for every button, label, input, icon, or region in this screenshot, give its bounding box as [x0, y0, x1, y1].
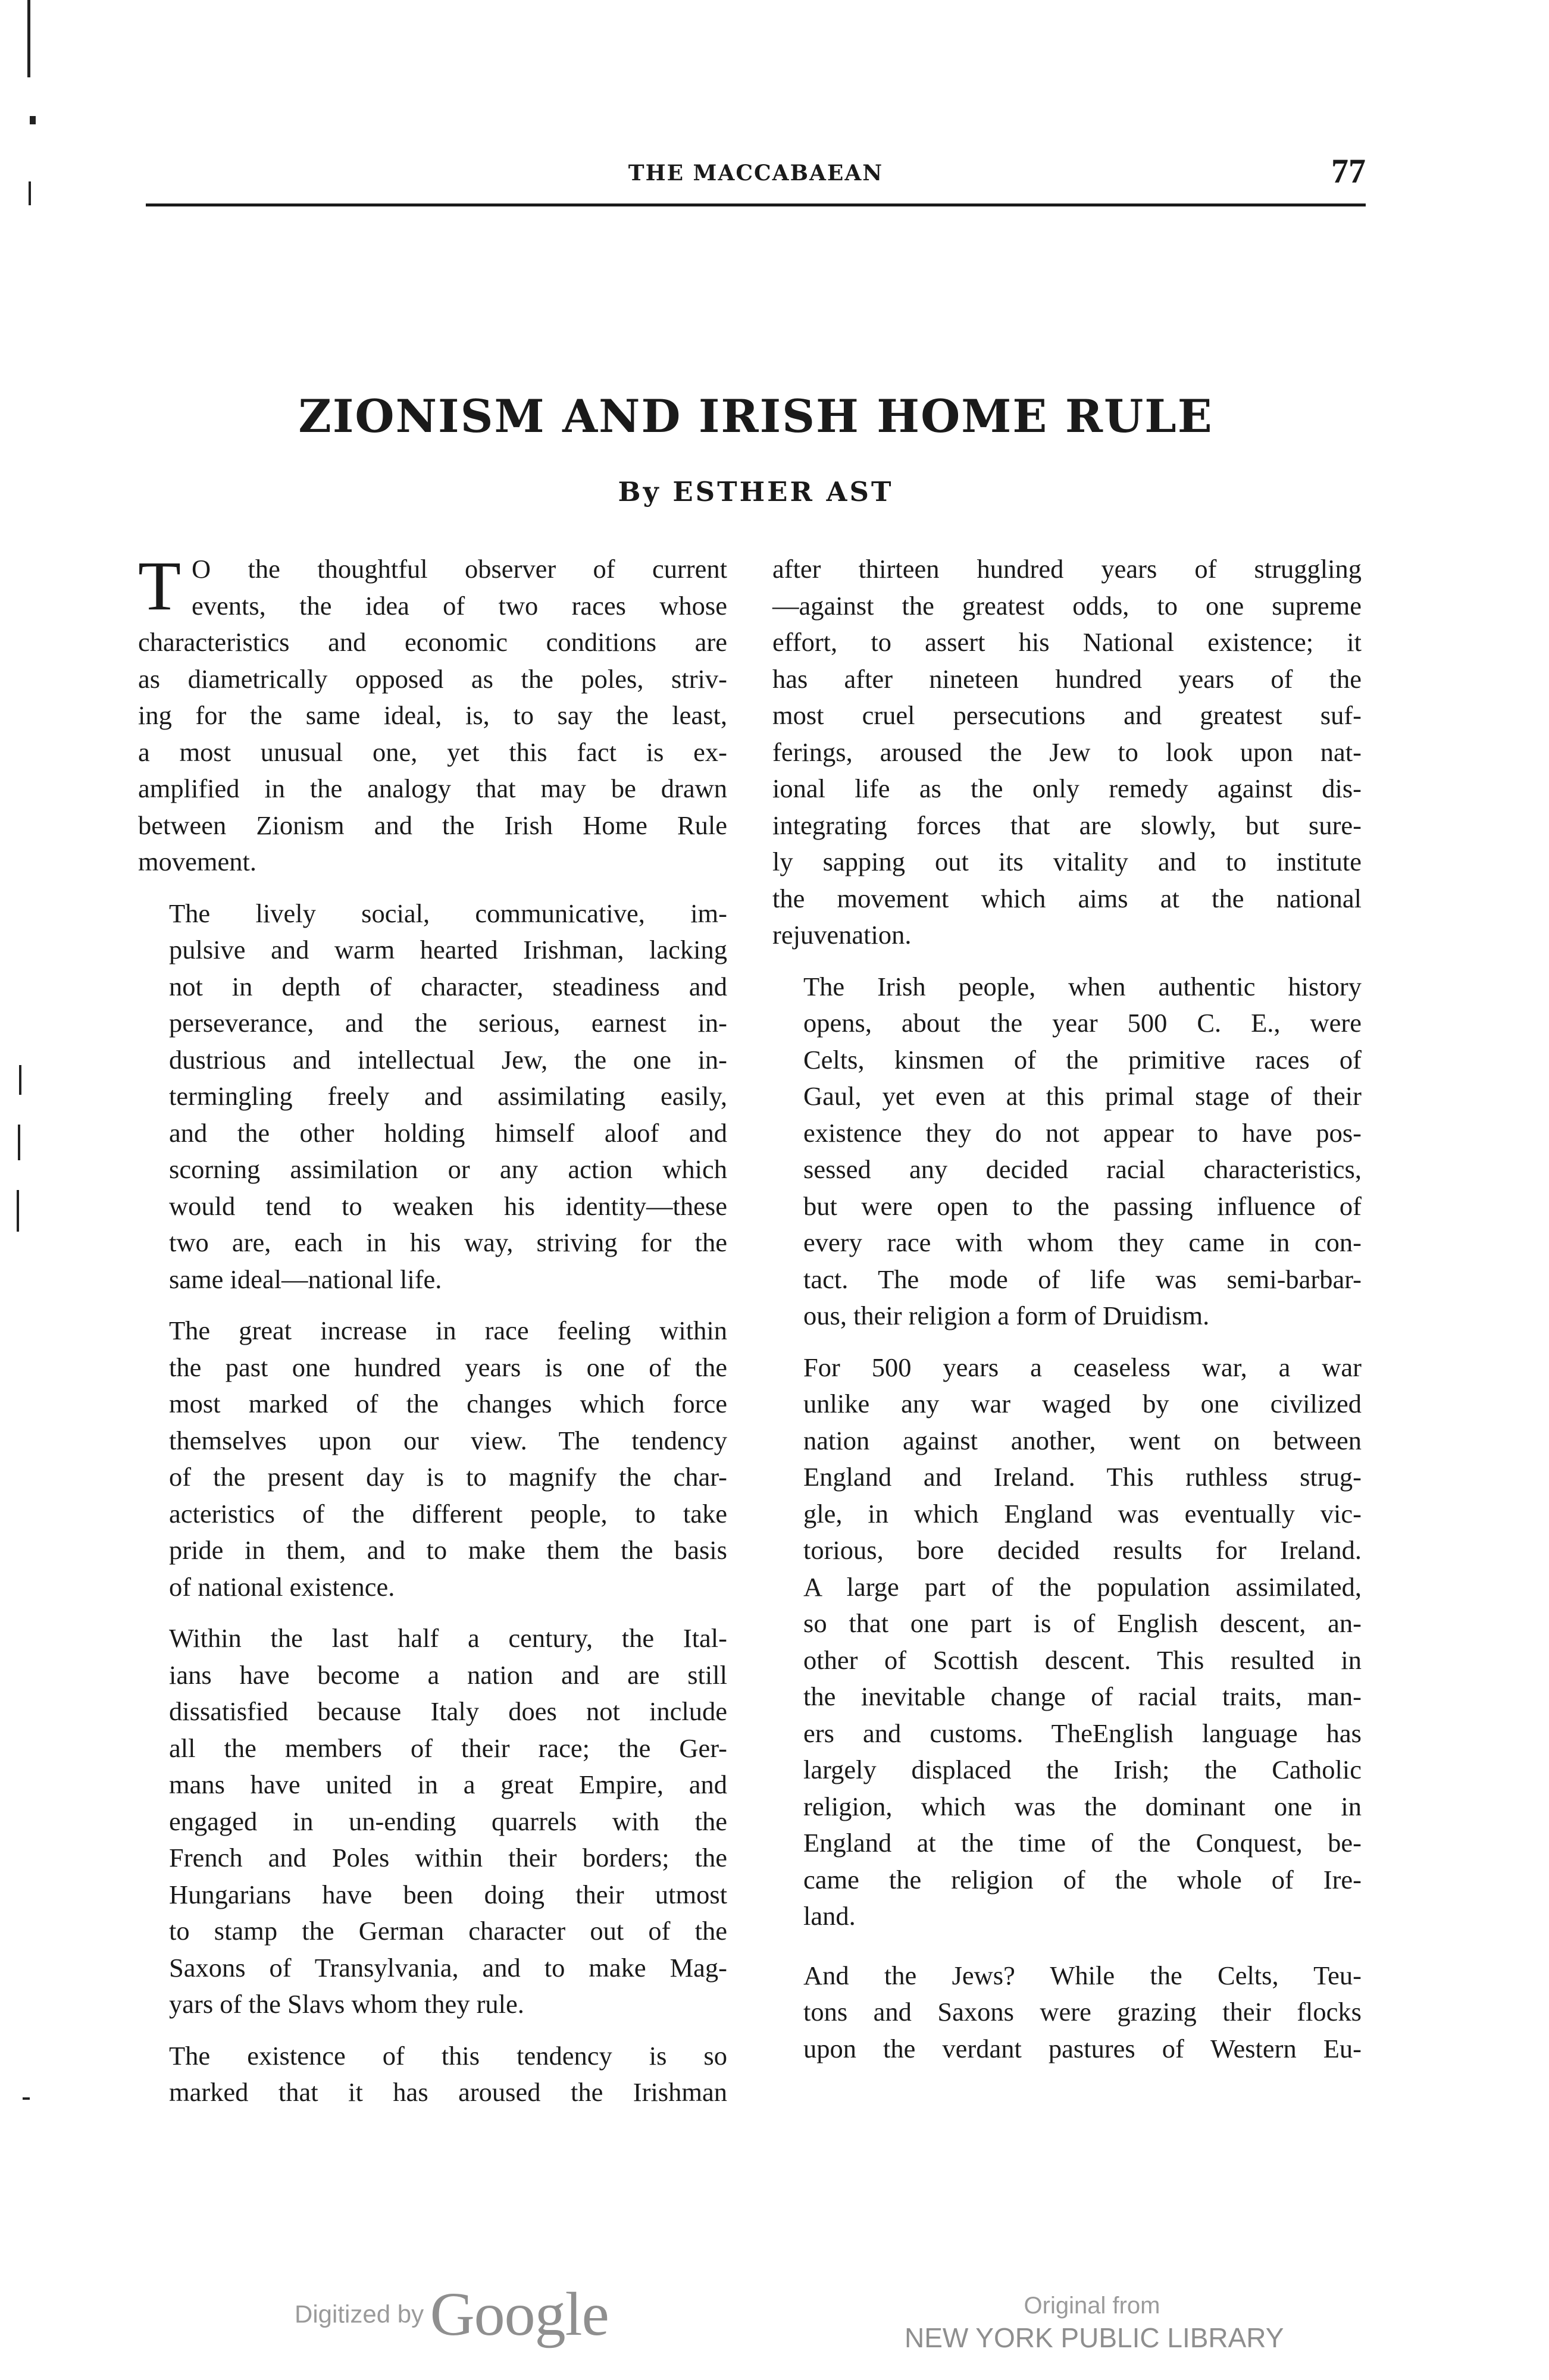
digitized-label: Digitized by [295, 2300, 424, 2328]
text-line: ly sapping out its vitality and to institute [772, 847, 1362, 876]
text-line: ians have become a nation and are still [169, 1659, 727, 1690]
text-line: dustrious and intellectual Jew, the one in- [169, 1044, 727, 1075]
text-line: pulsive and warm hearted Irishman, lacking [169, 935, 727, 964]
left-column [138, 547, 727, 2126]
scan-artifact [23, 2097, 30, 2100]
original-from-watermark [905, 2290, 1284, 2354]
byline: By ESTHER AST [618, 476, 894, 508]
text-line: mans have united in a great Empire, and [169, 1770, 727, 1799]
text-line: perseverance, and the serious, earnest in- [169, 1008, 727, 1038]
text-line: themselves upon our view. The tendency [169, 1425, 727, 1455]
text-line: of the present day is to magnify the char- [169, 1462, 727, 1492]
text-line: events, the idea of two races whose [192, 590, 727, 621]
text-line: yars of the Slavs whom they rule. [169, 1989, 524, 2019]
article-title: ZIONISM AND IRISH HOME RULE [298, 390, 1213, 443]
paragraph [772, 1958, 1362, 2068]
text-line: For 500 years a ceaseless war, a war [803, 1352, 1362, 1382]
text-line: England and Ireland. This ruthless strug- [803, 1462, 1362, 1492]
text-line: termingling freely and assimilating easily, [169, 1081, 727, 1111]
text-line: the inevitable change of racial traits, man- [803, 1681, 1362, 1711]
text-line: A large part of the population assimilated, [803, 1571, 1362, 1602]
text-line: pride in them, and to make them the basis [169, 1535, 727, 1565]
paragraph [138, 2038, 727, 2111]
text-line: a most unusual one, yet this fact is ex- [138, 737, 727, 767]
text-line: not in depth of character, steadiness and [169, 971, 727, 1001]
text-line: torious, bore decided results for Ireland. [803, 1535, 1362, 1565]
text-line: Saxons of Transylvania, and to make Mag- [169, 1952, 727, 1983]
text-line: engaged in un-ending quarrels with the [169, 1806, 727, 1836]
paragraph [772, 551, 1362, 954]
paragraph [138, 895, 727, 1298]
text-line: most cruel persecutions and greatest suf- [772, 700, 1362, 730]
text-line: French and Poles within their borders; the [169, 1843, 727, 1872]
google-logo: Google [430, 2280, 609, 2348]
text-line: Hungarians have been doing their utmost [169, 1879, 727, 1909]
text-line: largely displaced the Irish; the Catholic [803, 1755, 1362, 1784]
text-line: after thirteen hundred years of struggling [772, 554, 1362, 584]
right-column [772, 551, 1362, 2082]
text-line: other of Scottish descent. This resulted in [803, 1645, 1362, 1675]
text-line: acteristics of the different people, to take [169, 1498, 727, 1529]
drop-cap: T [138, 547, 182, 625]
paragraph [772, 969, 1362, 1335]
text-line: And the Jews? While the Celts, Teu- [803, 1960, 1362, 1990]
text-line: came the religion of the whole of Ire- [803, 1864, 1362, 1894]
scan-artifact [30, 116, 36, 124]
text-line: would tend to weaken his identity—these [169, 1191, 727, 1221]
text-line: movement. [138, 847, 256, 876]
digitized-by-watermark [295, 2279, 609, 2350]
text-line: the movement which aims at the national [772, 883, 1362, 913]
text-line: ional life as the only remedy against dis- [772, 774, 1362, 803]
text-line: has after nineteen hundred years of the [772, 663, 1362, 694]
text-line: integrating forces that are slowly, but sure- [772, 810, 1362, 840]
text-line: characteristics and economic conditions are [138, 627, 727, 657]
text-line: every race with whom they came in con- [803, 1227, 1362, 1257]
text-line: ous, their religion a form of Druidism. [803, 1301, 1210, 1330]
text-line: ferings, aroused the Jew to look upon nat- [772, 737, 1362, 767]
text-line: —against the greatest odds, to one supreme [772, 590, 1362, 621]
text-line: as diametrically opposed as the poles, striv- [138, 663, 727, 694]
scan-artifact [18, 1125, 20, 1160]
text-line: gle, in which England was eventually vic- [803, 1498, 1362, 1529]
text-line: scorning assimilation or any action which [169, 1154, 727, 1184]
text-line: most marked of the changes which force [169, 1389, 727, 1418]
library-name: NEW YORK PUBLIC LIBRARY [905, 2322, 1284, 2353]
text-line: unlike any war waged by one civilized [803, 1389, 1362, 1418]
text-line: opens, about the year 500 C. E., were [803, 1008, 1362, 1038]
text-line: sessed any decided racial characteristics, [803, 1154, 1362, 1184]
text-line: so that one part is of English descent, an- [803, 1608, 1362, 1638]
text-line: tact. The mode of life was semi-barbar- [803, 1264, 1362, 1294]
scan-artifact [19, 1065, 21, 1095]
opening-paragraph [138, 547, 727, 881]
text-line: amplified in the analogy that may be drawn [138, 774, 727, 803]
text-line: ers and customs. TheEnglish language has [803, 1718, 1362, 1748]
paragraph [772, 1349, 1362, 1935]
journal-title: THE MACCABAEAN [628, 161, 884, 186]
running-header [146, 152, 1366, 206]
text-line: and the other holding himself aloof and [169, 1117, 727, 1148]
text-line: The great increase in race feeling within [169, 1316, 727, 1345]
original-from-label: Original from [1024, 2293, 1160, 2319]
text-line: to stamp the German character out of the [169, 1916, 727, 1946]
paragraph [138, 1620, 727, 2023]
text-line: rejuvenation. [772, 920, 912, 950]
text-line: England at the time of the Conquest, be- [803, 1828, 1362, 1858]
text-line: religion, which was the dominant one in [803, 1791, 1362, 1821]
text-line: O the thoughtful observer of current [192, 554, 727, 584]
text-line: Within the last half a century, the Ital- [169, 1623, 727, 1653]
scan-artifact [17, 1190, 19, 1232]
paragraph [138, 1313, 727, 1605]
text-line: nation against another, went on between [803, 1425, 1362, 1455]
text-line: existence they do not appear to have pos- [803, 1117, 1362, 1148]
text-line: The existence of this tendency is so [169, 2040, 727, 2071]
text-line: The Irish people, when authentic history [803, 971, 1362, 1001]
text-line: the past one hundred years is one of the [169, 1352, 727, 1382]
page-number: 77 [1331, 152, 1366, 190]
text-line: upon the verdant pastures of Western Eu- [803, 2033, 1362, 2063]
text-line: effort, to assert his National existence; it [772, 627, 1362, 657]
text-line: same ideal—national life. [169, 1264, 442, 1294]
text-line: ing for the same ideal, is, to say the least, [138, 700, 727, 730]
scan-artifact [27, 0, 30, 77]
text-line: land. [803, 1901, 856, 1931]
text-line: but were open to the passing influence of [803, 1191, 1362, 1221]
text-line: Celts, kinsmen of the primitive races of [803, 1044, 1362, 1075]
text-line: between Zionism and the Irish Home Rule [138, 810, 727, 840]
text-line: The lively social, communicative, im- [169, 898, 727, 928]
scan-artifact [29, 181, 31, 205]
text-line: all the members of their race; the Ger- [169, 1733, 727, 1763]
text-line: dissatisfied because Italy does not include [169, 1696, 727, 1726]
text-line: Gaul, yet even at this primal stage of their [803, 1081, 1362, 1111]
text-line: tons and Saxons were grazing their flocks [803, 1997, 1362, 2027]
text-line: of national existence. [169, 1571, 395, 1602]
text-line: marked that it has aroused the Irishman [169, 2077, 727, 2107]
text-line: two are, each in his way, striving for the [169, 1227, 727, 1257]
